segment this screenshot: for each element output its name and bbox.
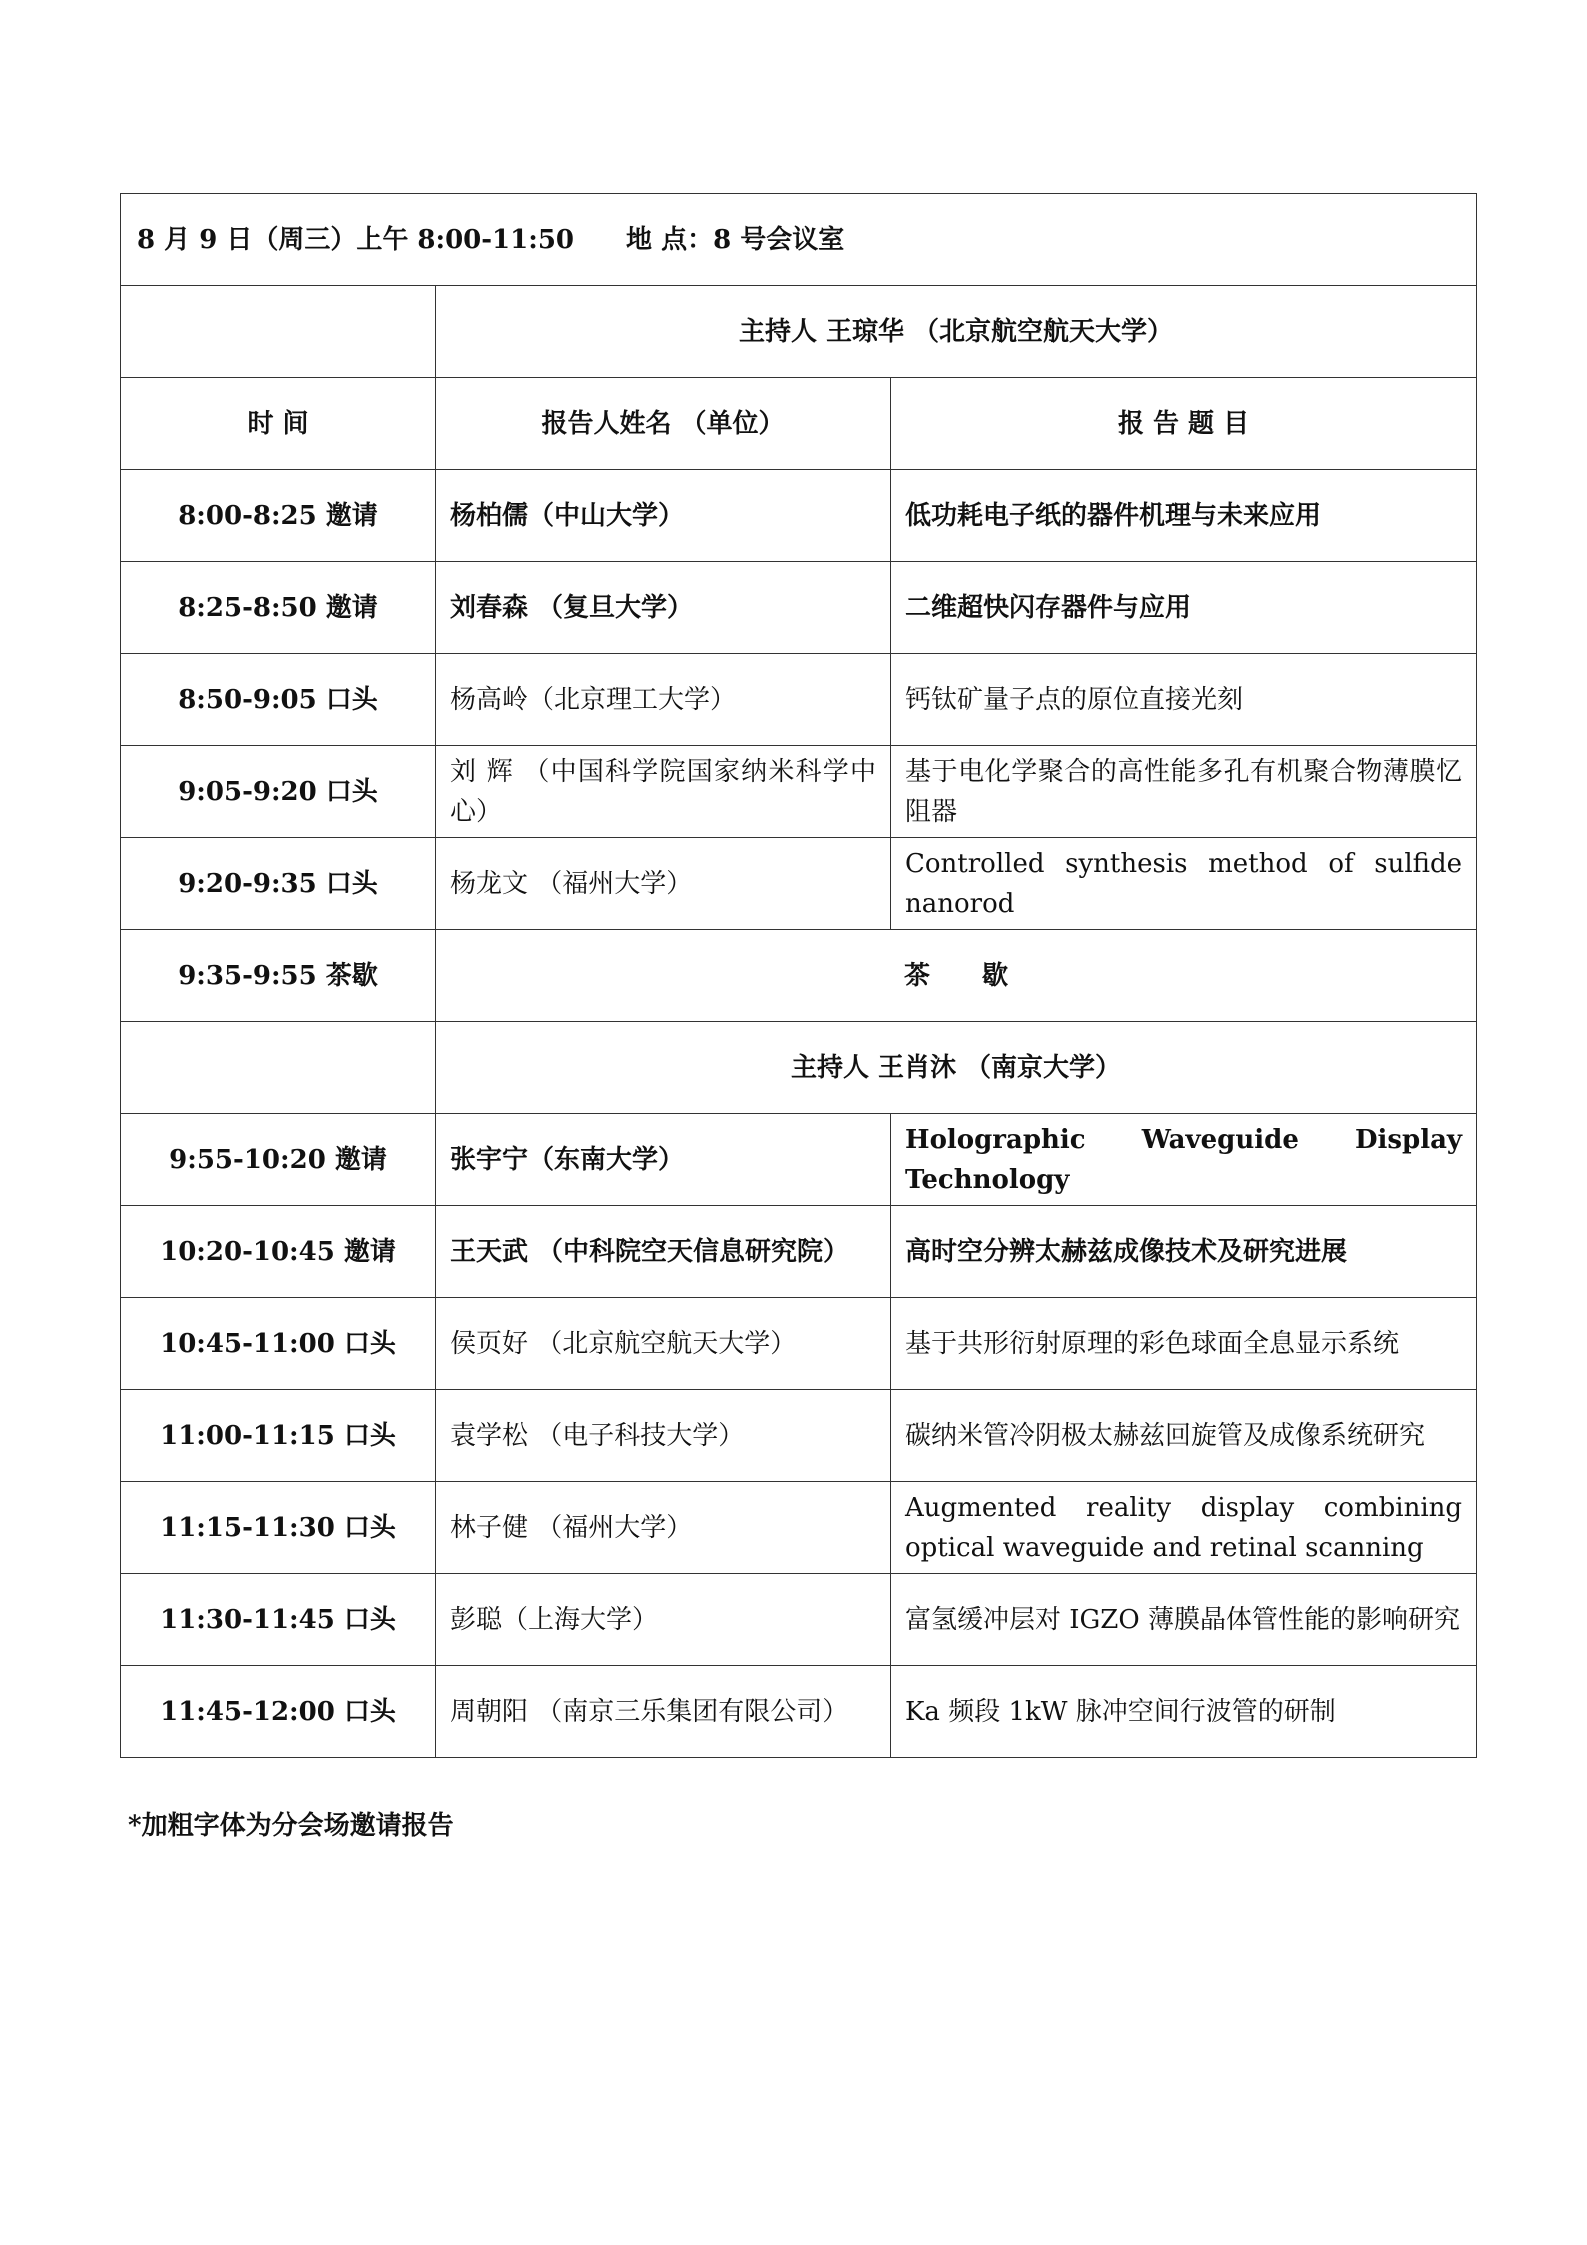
talk-row	[121, 1666, 1477, 1758]
session-header: 8 月 9 日（周三）上午 8:00-11:50 地 点：8 号会议室	[121, 194, 1477, 286]
break-label: 茶 歇	[436, 930, 1477, 1022]
talk-time: 11:15-11:30 口头	[121, 1482, 436, 1574]
talk-title: Holographic Waveguide Display Technology	[891, 1114, 1477, 1206]
talk-row	[121, 470, 1477, 562]
talk-row	[121, 562, 1477, 654]
talk-row	[121, 1574, 1477, 1666]
talk-row	[121, 746, 1477, 838]
talk-speaker: 彭聪（上海大学）	[436, 1574, 891, 1666]
talk-title: 基于电化学聚合的高性能多孔有机聚合物薄膜忆阻器	[891, 746, 1477, 838]
talk-row	[121, 654, 1477, 746]
talk-speaker: 周朝阳 （南京三乐集团有限公司）	[436, 1666, 891, 1758]
column-header-row	[121, 378, 1477, 470]
talk-row	[121, 1206, 1477, 1298]
talk-time: 9:55-10:20 邀请	[121, 1114, 436, 1206]
talk-title: Ka 频段 1kW 脉冲空间行波管的研制	[891, 1666, 1477, 1758]
column-header-speaker: 报告人姓名 （单位）	[436, 378, 891, 470]
empty-cell	[121, 286, 436, 378]
talks-group	[121, 1114, 1477, 1758]
talk-speaker: 张宇宁（东南大学）	[436, 1114, 891, 1206]
talk-title: 富氢缓冲层对 IGZO 薄膜晶体管性能的影响研究	[891, 1574, 1477, 1666]
talk-speaker: 王天武 （中科院空天信息研究院）	[436, 1206, 891, 1298]
talk-time: 8:25-8:50 邀请	[121, 562, 436, 654]
talk-row	[121, 1482, 1477, 1574]
talk-time: 10:20-10:45 邀请	[121, 1206, 436, 1298]
session-schedule-table	[120, 193, 1477, 1758]
talk-speaker: 刘春森 （复旦大学）	[436, 562, 891, 654]
talk-time: 11:30-11:45 口头	[121, 1574, 436, 1666]
talk-title: 碳纳米管冷阴极太赫兹回旋管及成像系统研究	[891, 1390, 1477, 1482]
talk-title: 基于共形衍射原理的彩色球面全息显示系统	[891, 1298, 1477, 1390]
break-row	[121, 930, 1477, 1022]
session-header-row	[121, 194, 1477, 286]
talk-title: 低功耗电子纸的器件机理与未来应用	[891, 470, 1477, 562]
talk-speaker: 杨柏儒（中山大学）	[436, 470, 891, 562]
talk-title: Controlled synthesis method of sulfide nanorod	[891, 838, 1477, 930]
talk-title: Augmented reality display combining optical waveguide and retinal scanning	[891, 1482, 1477, 1574]
host-row	[121, 1022, 1477, 1114]
talk-time: 8:00-8:25 邀请	[121, 470, 436, 562]
host-label: 主持人 王肖沐 （南京大学）	[436, 1022, 1477, 1114]
talk-time: 8:50-9:05 口头	[121, 654, 436, 746]
talk-speaker: 杨高岭（北京理工大学）	[436, 654, 891, 746]
talk-time: 11:45-12:00 口头	[121, 1666, 436, 1758]
footnote: *加粗字体为分会场邀请报告	[128, 1811, 454, 1841]
talk-speaker: 袁学松 （电子科技大学）	[436, 1390, 891, 1482]
talk-speaker: 刘 辉 （中国科学院国家纳米科学中心）	[436, 746, 891, 838]
talk-row	[121, 1298, 1477, 1390]
break-time: 9:35-9:55 茶歇	[121, 930, 436, 1022]
talk-time: 9:20-9:35 口头	[121, 838, 436, 930]
empty-cell	[121, 1022, 436, 1114]
column-header-time: 时 间	[121, 378, 436, 470]
talk-title: 二维超快闪存器件与应用	[891, 562, 1477, 654]
talk-speaker: 杨龙文 （福州大学）	[436, 838, 891, 930]
host-label: 主持人 王琼华 （北京航空航天大学）	[436, 286, 1477, 378]
talk-row	[121, 838, 1477, 930]
talk-title: 高时空分辨太赫兹成像技术及研究进展	[891, 1206, 1477, 1298]
column-header-title: 报 告 题 目	[891, 378, 1477, 470]
talk-time: 9:05-9:20 口头	[121, 746, 436, 838]
talk-time: 11:00-11:15 口头	[121, 1390, 436, 1482]
talk-title: 钙钛矿量子点的原位直接光刻	[891, 654, 1477, 746]
host-row	[121, 286, 1477, 378]
talk-row	[121, 1390, 1477, 1482]
talk-time: 10:45-11:00 口头	[121, 1298, 436, 1390]
talks-group	[121, 470, 1477, 930]
talk-speaker: 侯页好 （北京航空航天大学）	[436, 1298, 891, 1390]
talk-row	[121, 1114, 1477, 1206]
talk-speaker: 林子健 （福州大学）	[436, 1482, 891, 1574]
